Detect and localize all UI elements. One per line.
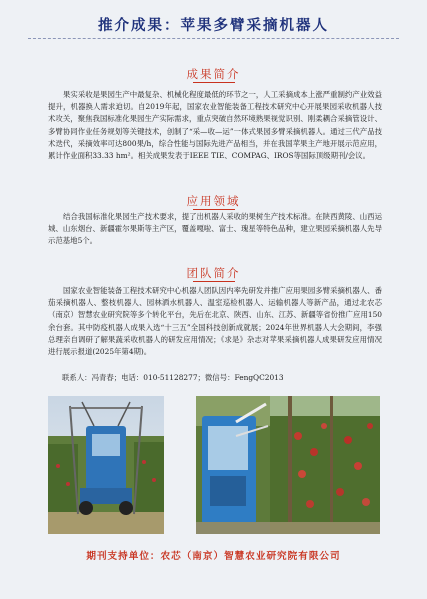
section-heading-intro: 成果简介	[186, 67, 241, 81]
team-paragraph: 国家农业智能装备工程技术研究中心机器人团队因内率先研发并推广应用果园多臂采摘机器人、番茄采摘机器人、整枝机器人、园林洒水机器人、温室巡检机器人、运输机器人等新产品，通过北农芯（南京）智慧农业研究院等多个转化平台，先后在北京、陕西、山东、江苏、新疆等省份推广应用150余台套。其中防疫机器人成果入选“十三五”全国科技创新成就展；2024年世界机器人大会期间，李强总理亲自调研了解果蔬采收机器人的研发应用情况；《求是》杂志对苹果采摘机器人成果研发应用情况进行展示报道(2025年第4期)。	[48, 286, 382, 357]
section-heading-underline	[193, 281, 235, 282]
footer-sponsor: 期刊支持单位：农芯（南京）智慧农业研究院有限公司	[86, 551, 341, 562]
apple-trees-photo	[270, 396, 380, 534]
page-title: 推介成果：苹果多臂采摘机器人	[98, 17, 329, 34]
section-heading-underline	[193, 82, 235, 83]
section-heading-underline	[193, 209, 235, 210]
application-paragraph: 结合我国标准化果园生产技术要求，提了出机器人采收的果树生产技术标准。在陕西黄陵、山西运城、山东烟台、新疆霍尔果斯等主产区，覆盖嘎啦、富士、瑰星等特色品种，建立果园采摘机器人先导示范基地5个。	[48, 212, 382, 246]
title-divider	[28, 38, 399, 39]
intro-paragraph: 果实采收是果园生产中最复杂、机械化程度最低的环节之一，人工采摘成本上涨严重制约产业效益提升，机器换人需求迫切。自2019年起，国家农业智能装备工程技术研究中心开展果园采收机器人技术攻关，聚焦我国标准化果园生产实际需求，重点突破自然环境熟果视觉识别、刚柔耦合采摘管设计、多臂协同作业任务规划等关键技术，创制了“采—收—运”一体式果园多臂采摘机器人。通过三代产品技术迭代，采摘效率可达800果/h，综合性能与国际先进产品相当，并在我国苹果主产地开展示范应用，累计作业面积33.33 hm²。相关成果发表于IEEE TIE、COMPAG、IROS等国际顶级期刊/会议。	[48, 90, 382, 161]
robot-photo-orchard	[48, 396, 164, 534]
contact-line: 联系人：冯青春；电话：010-51128277；微信号：FengQC2013	[62, 373, 284, 382]
section-heading-team: 团队简介	[186, 266, 241, 280]
robot-photo-closeup	[196, 396, 270, 534]
section-heading-application: 应用领域	[186, 194, 241, 208]
